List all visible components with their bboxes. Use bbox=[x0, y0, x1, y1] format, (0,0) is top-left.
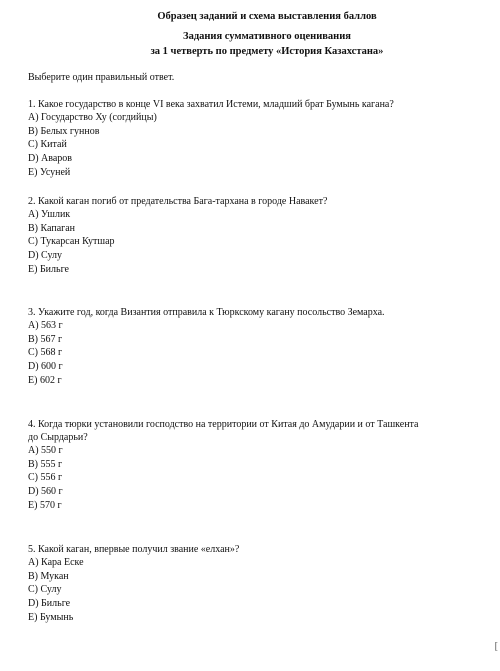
question-4-option-a: А) 550 г bbox=[28, 445, 63, 456]
question-3-option-a: А) 563 г bbox=[28, 320, 63, 331]
question-4-text: 4. Когда тюрки установили господство на территории от Китая до Амударии и от Ташкента bbox=[28, 419, 419, 430]
question-1-options bbox=[28, 111, 157, 180]
corner-mark: [ bbox=[494, 641, 498, 652]
question-5-option-d: D) Бильге bbox=[28, 598, 71, 610]
question-1-text: 1. Какое государство в конце VI века захватил Истеми, младший брат Бумынь кагана? bbox=[28, 99, 394, 110]
question-2-option-d: D) Сулу bbox=[28, 250, 63, 262]
question-2-option-c: С) Тукарсан Кутшар bbox=[28, 236, 115, 248]
question-4-options bbox=[28, 444, 63, 513]
question-5-option-c: С) Сулу bbox=[28, 584, 62, 596]
document-subject: за 1 четверть по предмету «История Казахстана» bbox=[150, 46, 384, 57]
question-4-option-e: Е) 570 г bbox=[28, 499, 62, 511]
question-3-option-d: D) 600 г bbox=[28, 361, 63, 373]
question-2-option-a: А) Ушлик bbox=[28, 209, 71, 220]
question-5-option-e: Е) Бумынь bbox=[28, 611, 74, 623]
question-1-option-c: С) Китай bbox=[28, 139, 67, 151]
question-2-text: 2. Какой каган погиб от предательства Бага-тархана в городе Навакет? bbox=[28, 196, 328, 207]
question-3-options bbox=[28, 319, 63, 388]
question-4-option-d: D) 560 г bbox=[28, 486, 63, 498]
question-3-option-b: В) 567 г bbox=[28, 333, 63, 345]
question-1-option-e: Е) Усуней bbox=[28, 166, 71, 178]
question-2-option-e: Е) Бильге bbox=[28, 263, 69, 275]
question-4-option-c: С) 556 г bbox=[28, 472, 63, 484]
question-2-option-b: В) Капаган bbox=[28, 222, 76, 234]
question-5-options bbox=[28, 556, 84, 625]
question-5-option-b: В) Мукан bbox=[28, 570, 69, 582]
question-1-option-b: В) Белых гуннов bbox=[28, 125, 100, 137]
document-subtitle: Задания суммативного оценивания bbox=[183, 31, 351, 42]
question-5-option-a: А) Кара Еске bbox=[28, 557, 84, 568]
question-2-options bbox=[28, 208, 115, 277]
question-5-text: 5. Какой каган, впервые получил звание «елхан»? bbox=[28, 544, 240, 555]
question-3-text: 3. Укажите год, когда Византия отправила к Тюркскому кагану посольство Земарха. bbox=[28, 307, 385, 318]
question-3-option-e: Е) 602 г bbox=[28, 374, 62, 386]
question-4-option-b: В) 555 г bbox=[28, 458, 63, 470]
question-4-text-continued: до Сырдарьи? bbox=[28, 432, 88, 443]
question-1-option-d: D) Аваров bbox=[28, 153, 73, 165]
question-3-option-c: С) 568 г bbox=[28, 347, 63, 359]
question-1-option-a: А) Государство Ху (согдийцы) bbox=[28, 112, 157, 123]
instruction: Выберите один правильный ответ. bbox=[28, 72, 175, 83]
document-title: Образец заданий и схема выставления баллов bbox=[157, 11, 377, 22]
